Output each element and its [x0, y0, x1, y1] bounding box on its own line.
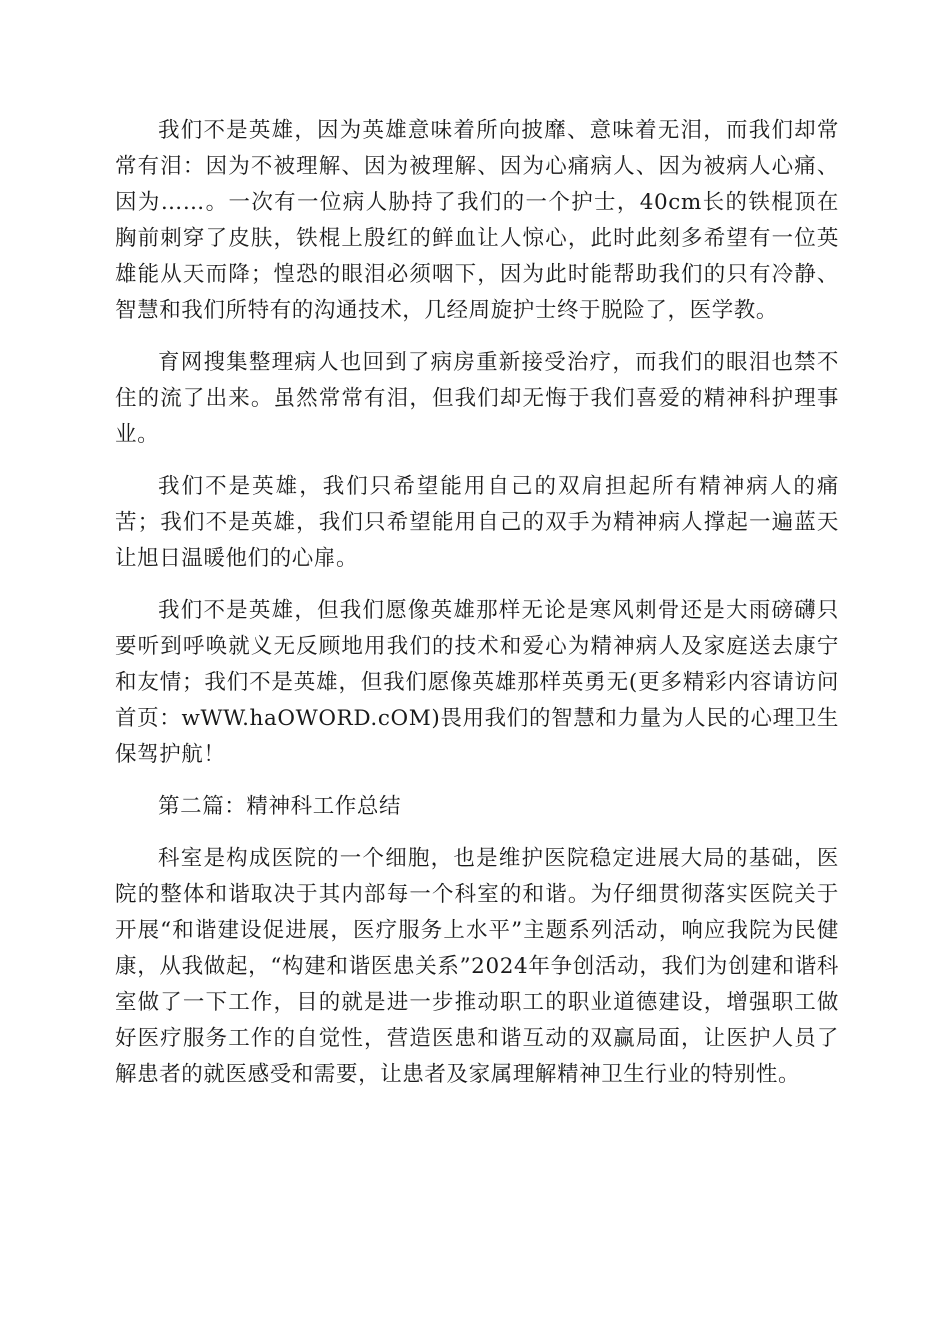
paragraph: 我们不是英雄，因为英雄意味着所向披靡、意味着无泪，而我们却常常有泪：因为不被理解、因为被理解、因为心痛病人、因为被病人心痛、因为……。一次有一位病人胁持了我们的一个护士，40cm长的铁棍顶在胸前刺穿了皮肤，铁棍上殷红的鲜血让人惊心，此时此刻多希望有一位英雄能从天而降；惶恐的眼泪必须咽下，因为此时能帮助我们的只有冷静、智慧和我们所特有的沟通技术，几经周旋护士终于脱险了，医学教。	[115, 118, 839, 323]
document-body	[115, 113, 839, 1109]
paragraph: 科室是构成医院的一个细胞，也是维护医院稳定进展大局的基础，医院的整体和谐取决于其内部每一个科室的和谐。为仔细贯彻落实医院关于开展“和谐建设促进展，医疗服务上水平”主题系列活动，响应我院为民健康，从我做起，“构建和谐医患关系”2024年争创活动，我们为创建和谐科室做了一下工作，目的就是进一步推动职工的职业道德建设，增强职工做好医疗服务工作的自觉性，营造医患和谐互动的双赢局面，让医护人员了解患者的就医感受和需要，让患者及家属理解精神卫生行业的特别性。	[115, 846, 839, 1087]
section-heading: 第二篇：精神科工作总结	[158, 794, 402, 819]
paragraph: 我们不是英雄，但我们愿像英雄那样无论是寒风刺骨还是大雨磅礴只要听到呼唤就义无反顾地用我们的技术和爱心为精神病人及家庭送去康宁和友情；我们不是英雄，但我们愿像英雄那样英勇无(更多精彩内容请访问首页：wWW.haOWORD.cOM)畏用我们的智慧和力量为人民的心理卫生保驾护航！	[115, 598, 839, 767]
paragraph: 育网搜集整理病人也回到了病房重新接受治疗，而我们的眼泪也禁不住的流了出来。虽然常常有泪，但我们却无悔于我们喜爱的精神科护理事业。	[115, 350, 839, 447]
paragraph: 我们不是英雄，我们只希望能用自己的双肩担起所有精神病人的痛苦；我们不是英雄，我们只希望能用自己的双手为精神病人撑起一遍蓝天让旭日温暖他们的心扉。	[115, 474, 839, 571]
